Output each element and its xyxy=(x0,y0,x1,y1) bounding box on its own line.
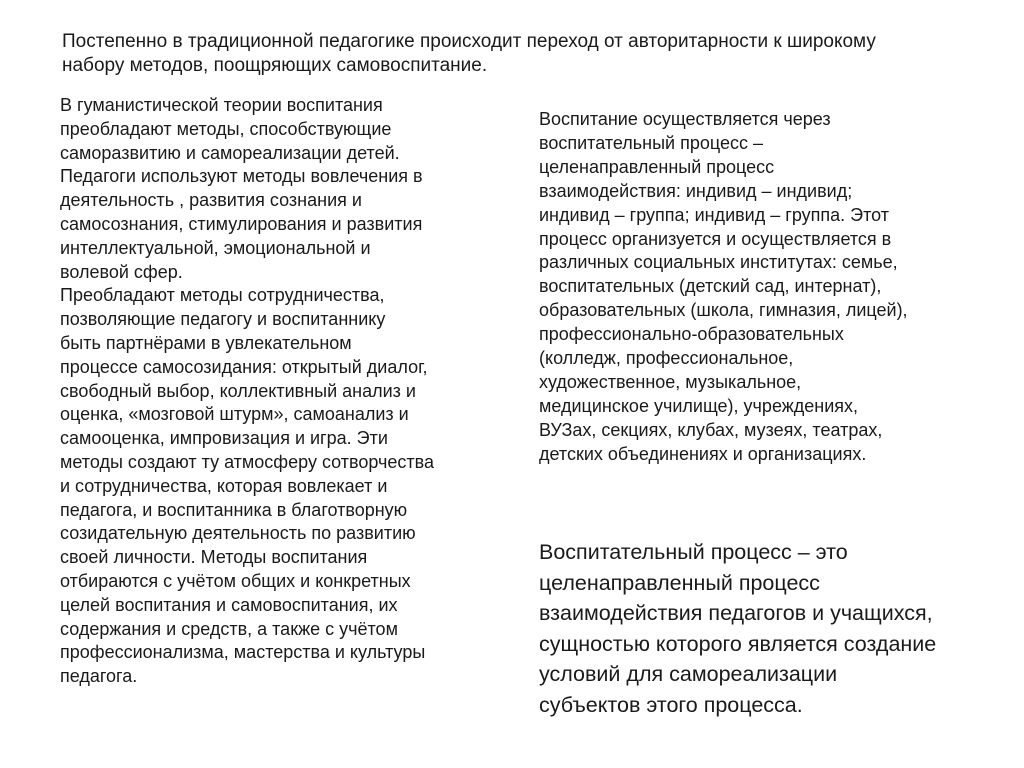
text-line: медицинское училище), учреждениях, xyxy=(539,395,859,416)
text-line: целей воспитания и самовоспитания, их xyxy=(60,594,398,615)
text-line: педагога. xyxy=(60,666,138,687)
text-line: профессионализма, мастерства и культуры xyxy=(60,642,426,663)
text-line: саморазвитию и самореализации детей. xyxy=(60,142,400,163)
process-definition xyxy=(539,537,1009,721)
definition-line: субъектов этого процесса. xyxy=(539,692,803,717)
text-line: Преобладают методы сотрудничества, xyxy=(60,285,385,306)
text-line: самосознания, стимулирования и развития xyxy=(60,213,423,234)
text-line: воспитательный процесс – xyxy=(539,132,763,153)
text-line: позволяющие педагогу и воспитаннику xyxy=(60,309,386,330)
upbringing-institutions-text xyxy=(539,108,999,467)
text-line: преобладают методы, способствующие xyxy=(60,118,392,139)
text-line: и сотрудничества, которая вовлекает и xyxy=(60,475,388,496)
text-line: Воспитание осуществляется через xyxy=(539,109,831,129)
text-line: взаимодействия: индивид – индивид; xyxy=(539,180,853,201)
text-line: процесс организуется и осуществляется в xyxy=(539,228,892,249)
text-line: ВУЗах, секциях, клубах, музеях, театрах, xyxy=(539,419,883,440)
definition-line: взаимодействия педагогов и учащихся, xyxy=(539,601,933,626)
text-line: процессе самосозидания: открытый диалог, xyxy=(60,356,428,377)
definition-line: целенаправленный процесс xyxy=(539,570,820,595)
text-line: своей личности. Методы воспитания xyxy=(60,547,368,568)
definition-line: условий для самореализации xyxy=(539,662,838,687)
definition-line: Воспитательный процесс – это xyxy=(539,540,848,564)
definition-line: сущностью которого является создание xyxy=(539,631,937,656)
intro-line: Постепенно в традиционной педагогике происходит переход от авторитарности к широкому xyxy=(62,31,876,52)
intro-line: набору методов, поощряющих самовоспитание. xyxy=(62,55,488,76)
text-line: различных социальных институтах: семье, xyxy=(539,252,898,273)
text-line: воспитательных (детский сад, интернат), xyxy=(539,276,882,297)
text-line: детских объединениях и организациях. xyxy=(539,443,867,464)
text-line: Педагоги используют методы вовлечения в xyxy=(60,166,423,187)
text-line: волевой сфер. xyxy=(60,261,183,282)
text-line: отбираются с учётом общих и конкретных xyxy=(60,570,411,591)
intro-note xyxy=(62,30,982,78)
text-line: методы создают ту атмосферу сотворчества xyxy=(60,451,434,472)
text-line: свободный выбор, коллективный анализ и xyxy=(60,380,416,401)
text-line: интеллектуальной, эмоциональной и xyxy=(60,237,371,258)
text-line: индивид – группа; индивид – группа. Этот xyxy=(539,204,889,225)
humanistic-theory-text xyxy=(60,94,500,689)
text-line: педагога, и воспитанника в благотворную xyxy=(60,499,408,520)
text-line: оценка, «мозговой штурм», самоанализ и xyxy=(60,404,409,425)
text-line: деятельность , развития сознания и xyxy=(60,190,362,211)
text-line: самооценка, импровизация и игра. Эти xyxy=(60,428,388,449)
text-line: созидательную деятельность по развитию xyxy=(60,523,416,544)
text-line: целенаправленный процесс xyxy=(539,156,775,177)
text-line: образовательных (школа, гимназия, лицей), xyxy=(539,300,908,321)
text-line: содержания и средств, а также с учётом xyxy=(60,618,398,639)
text-line: В гуманистической теории воспитания xyxy=(60,95,383,115)
text-line: (колледж, профессиональное, xyxy=(539,348,794,369)
text-line: профессионально-образовательных xyxy=(539,324,844,345)
text-line: художественное, музыкальное, xyxy=(539,371,802,392)
text-line: быть партнёрами в увлекательном xyxy=(60,332,352,353)
